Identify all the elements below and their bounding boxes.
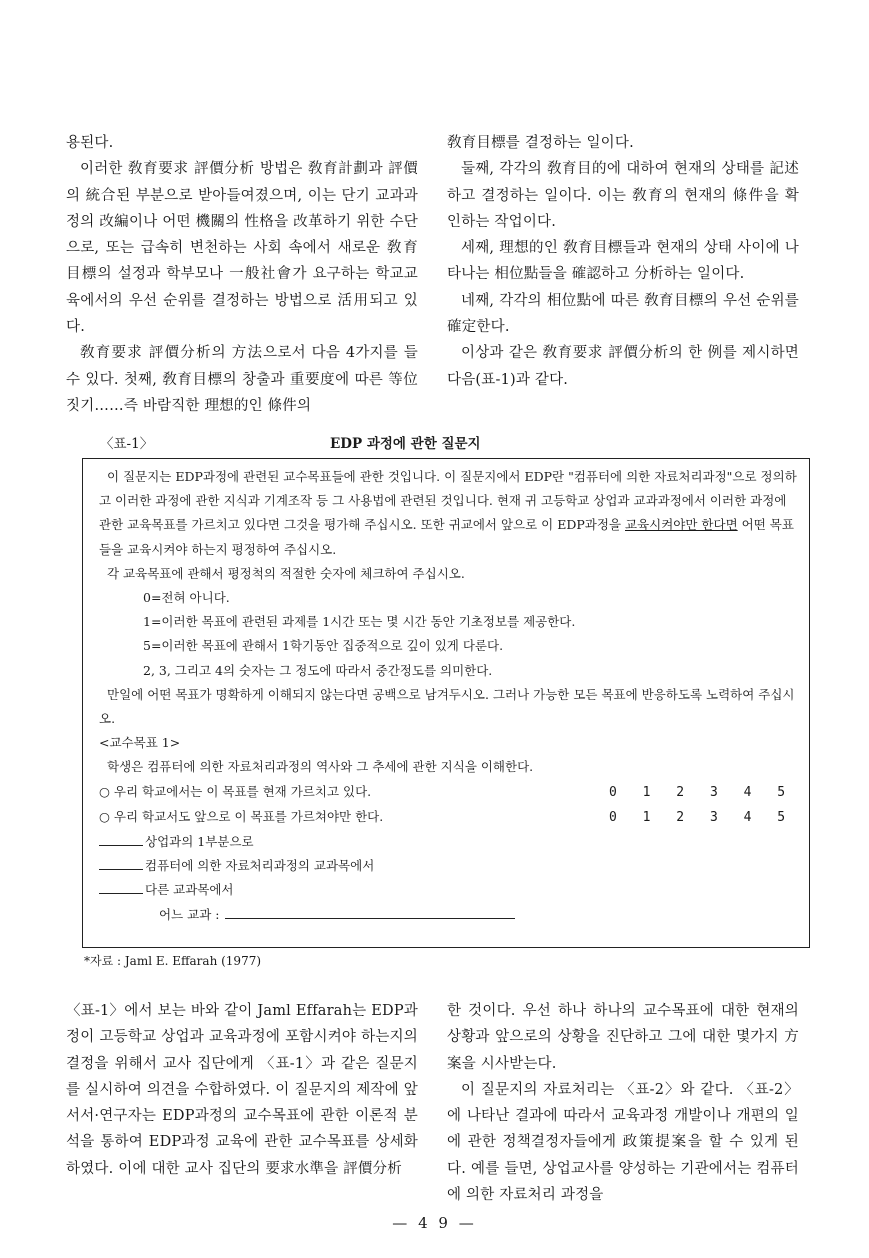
intro-underline: 교육시켜야만 한다면 [625, 517, 738, 533]
option-label: 다른 교과목에서 [145, 882, 234, 898]
questionnaire-intro [99, 465, 797, 562]
option-item [99, 830, 797, 854]
objective-label: <교수목표 1> [99, 735, 181, 751]
paragraph: 둘째, 각각의 敎育目的에 대하여 현재의 상태를 記述하고 결정하는 일이다. 이는 敎育의 현재의 條件을 확인하는 작업이다. [447, 161, 799, 230]
subject-blank [225, 906, 515, 919]
rating-scale: 0 1 2 3 4 5 [609, 784, 795, 800]
paragraph: 용된다. [66, 135, 114, 151]
paragraph: 〈표-1〉에서 보는 바와 같이 Jaml Effarah는 EDP과정이 고등학교 상업과 교육과정에 포함시켜야 하는지의 결정을 위해서 교사 집단에게 〈표-1〉과 같은 질문지를 실시하여 의견을 수합하였다. 이 질문지의 제작에 앞서서·연구자는 EDP과정의 교수목표에 관한 이론적 분석을 통하여 EDP과정 교육에 관한 교수목표를 상세화 하였다. 이에 대한 교사 집단의 要求水準을 評價分析 [66, 1003, 418, 1177]
option-label: 상업과의 1부분으로 [145, 834, 254, 850]
questionnaire-box [82, 458, 810, 948]
paragraph: 이 질문지의 자료처리는 〈표-2〉와 같다. 〈표-2〉에 나타난 결과에 따라서 교육과정 개발이나 개편의 일에 관한 정책결정자들에게 政策提案을 할 수 있게 된다. 예를 들면, 상업교사를 양성하는 기관에서는 컴퓨터에 의한 자료처리 과정을 [447, 1081, 799, 1204]
paragraph: 네째, 각각의 相位點에 따른 敎育目標의 우선 순위를 確定한다. [447, 292, 799, 336]
option-item [99, 878, 797, 902]
subject-line [99, 903, 797, 927]
top-left-column [66, 130, 418, 419]
rating-scale: 0 1 2 3 4 5 [609, 809, 795, 825]
instruction-text: 각 교육목표에 관해서 평정척의 적절한 숫자에 체크하여 주십시오. [107, 565, 465, 581]
subject-label: 어느 교과 : [159, 906, 220, 922]
paragraph: 이상과 같은 敎育要求 評價分析의 한 例를 제시하면 다음(표-1)과 같다. [447, 345, 799, 388]
paragraph: 敎育目標를 결정하는 일이다. [447, 135, 634, 151]
question-text: ○ 우리 학교서도 앞으로 이 목표를 가르쳐야만 한다. [99, 808, 384, 824]
bottom-left-column [66, 998, 418, 1182]
bottom-right-column [447, 998, 799, 1208]
question-row [99, 805, 797, 830]
table-source: *자료 : Jaml E. Effarah (1977) [84, 954, 262, 968]
blank-line [99, 857, 143, 870]
page-number: — 4 9 — [392, 1214, 477, 1232]
table-heading [100, 432, 800, 454]
table-label: 〈표-1〉 [100, 436, 154, 452]
paragraph: 敎育要求 評價分析의 方法으로서 다음 4가지를 들 수 있다. 첫째, 敎育目標의 창출과 重要度에 따른 等位짓기……즉 바람직한 理想的인 條件의 [66, 345, 418, 414]
scale-def: 0=전혀 아니다. [143, 590, 230, 606]
objective-text: 학생은 컴퓨터에 의한 자료처리과정의 역사와 그 추세에 관한 지식을 이해한다. [107, 759, 534, 775]
scale-def: 2, 3, 그리고 4의 숫자는 그 정도에 따라서 중간정도를 의미한다. [143, 662, 493, 678]
question-row [99, 780, 797, 805]
intro-text: 이 질문지는 EDP과정에 관련된 교수목표들에 관한 것입니다. 이 질문지에서 EDP란 "컴퓨터에 의한 자료처리과정"으로 정의하고 이러한 과정에 관한 지식과 기계조작 등 그 사용법에 관련된 것입니다. 현재 귀 고등학교 상업과 교과과정에서 이러한 과정에 관한 교육목표를 가르치고 있다면 그것을 평가해 주십시오. 또한 귀교에서 앞으로 이 EDP과정을 [99, 469, 797, 533]
top-right-column [447, 130, 799, 393]
paragraph: 한 것이다. 우선 하나 하나의 교수목표에 대한 현재의 상황과 앞으로의 상황을 진단하고 그에 대한 몇가지 方案을 시사받는다. [447, 1003, 799, 1072]
blank-note: 만일에 어떤 목표가 명확하게 이해되지 않는다면 공백으로 남겨두시오. 그러나 가능한 모든 목표에 반응하도록 노력하여 주십시오. [99, 686, 795, 727]
option-item [99, 854, 797, 878]
paragraph: 세째, 理想的인 敎育目標들과 현재의 상태 사이에 나타나는 相位點들을 確認하고 分析하는 일이다. [447, 240, 799, 283]
option-label: 컴퓨터에 의한 자료처리과정의 교과목에서 [145, 858, 375, 874]
question-text: ○ 우리 학교에서는 이 목표를 현재 가르치고 있다. [99, 783, 372, 799]
blank-line [99, 833, 143, 846]
scale-def: 1=이러한 목표에 관련된 과제를 1시간 또는 몇 시간 동안 기초정보를 제공한다. [143, 614, 576, 630]
table-title: EDP 과정에 관한 질문지 [330, 436, 481, 452]
intro-end: 어떤 목표들을 교육시켜야 하는지 평정하여 주십시오. [99, 517, 794, 557]
paragraph: 이러한 敎育要求 評價分析 방법은 敎育計劃과 評價의 統合된 부분으로 받아들여졌으며, 이는 단기 교과과정의 改編이나 어떤 機關의 性格을 改革하기 위한 수단으로, 또는 급속히 변천하는 사회 속에서 새로운 敎育目標의 설정과 학부모나 一般社會가 요구하는 학교교육에서의 우선 순위를 결정하는 방법으로 活用되고 있다. [66, 161, 418, 336]
scale-def: 5=이러한 목표에 관해서 1학기동안 집중적으로 깊이 있게 다룬다. [143, 638, 504, 654]
blank-line [99, 881, 143, 894]
